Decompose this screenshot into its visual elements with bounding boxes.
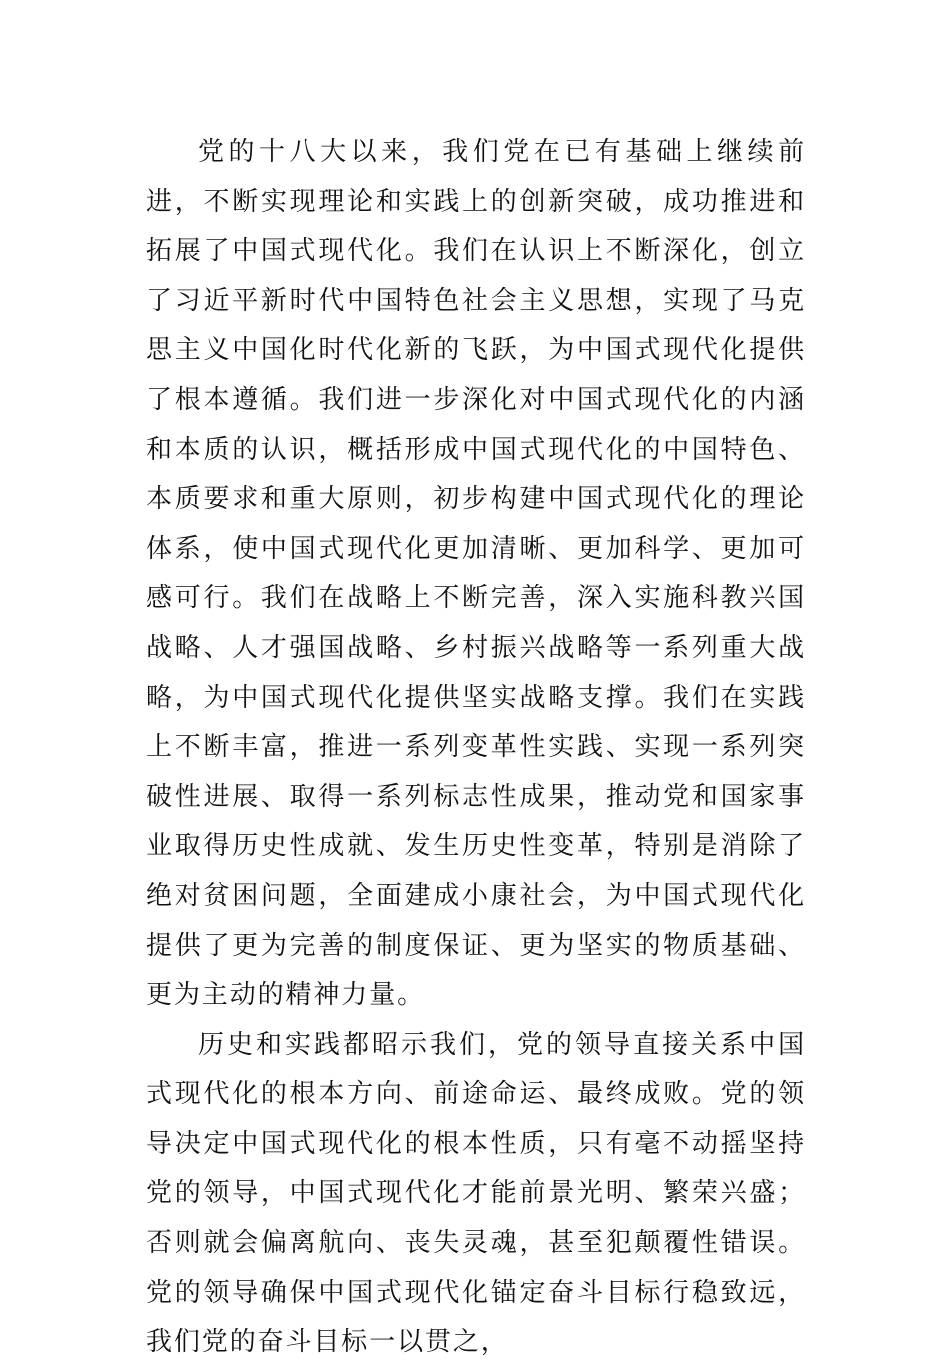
document-body bbox=[146, 128, 806, 1368]
paragraph-2: 历史和实践都昭示我们，党的领导直接关系中国式现代化的根本方向、前途命运、最终成败。党的领导决定中国式现代化的根本性质，只有毫不动摇坚持党的领导，中国式现代化才能前景光明、繁荣兴盛；否则就会偏离航向、丧失灵魂，甚至犯颠覆性错误。党的领导确保中国式现代化锚定奋斗目标行稳致远，我们党的奋斗目标一以贯之， bbox=[146, 1029, 806, 1358]
paragraph-1: 党的十八大以来，我们党在已有基础上继续前进，不断实现理论和实践上的创新突破，成功推进和拓展了中国式现代化。我们在认识上不断深化，创立了习近平新时代中国特色社会主义思想，实现了马克思主义中国化时代化新的飞跃，为中国式现代化提供了根本遵循。我们进一步深化对中国式现代化的内涵和本质的认识，概括形成中国式现代化的中国特色、本质要求和重大原则，初步构建中国式现代化的理论体系，使中国式现代化更加清晰、更加科学、更加可感可行。我们在战略上不断完善，深入实施科教兴国战略、人才强国战略、乡村振兴战略等一系列重大战略，为中国式现代化提供坚实战略支撑。我们在实践上不断丰富，推进一系列变革性实践、实现一系列突破性进展、取得一系列标志性成果，推动党和国家事业取得历史性成就、发生历史性变革，特别是消除了绝对贫困问题，全面建成小康社会，为中国式现代化提供了更为完善的制度保证、更为坚实的物质基础、更为主动的精神力量。 bbox=[146, 137, 806, 1011]
